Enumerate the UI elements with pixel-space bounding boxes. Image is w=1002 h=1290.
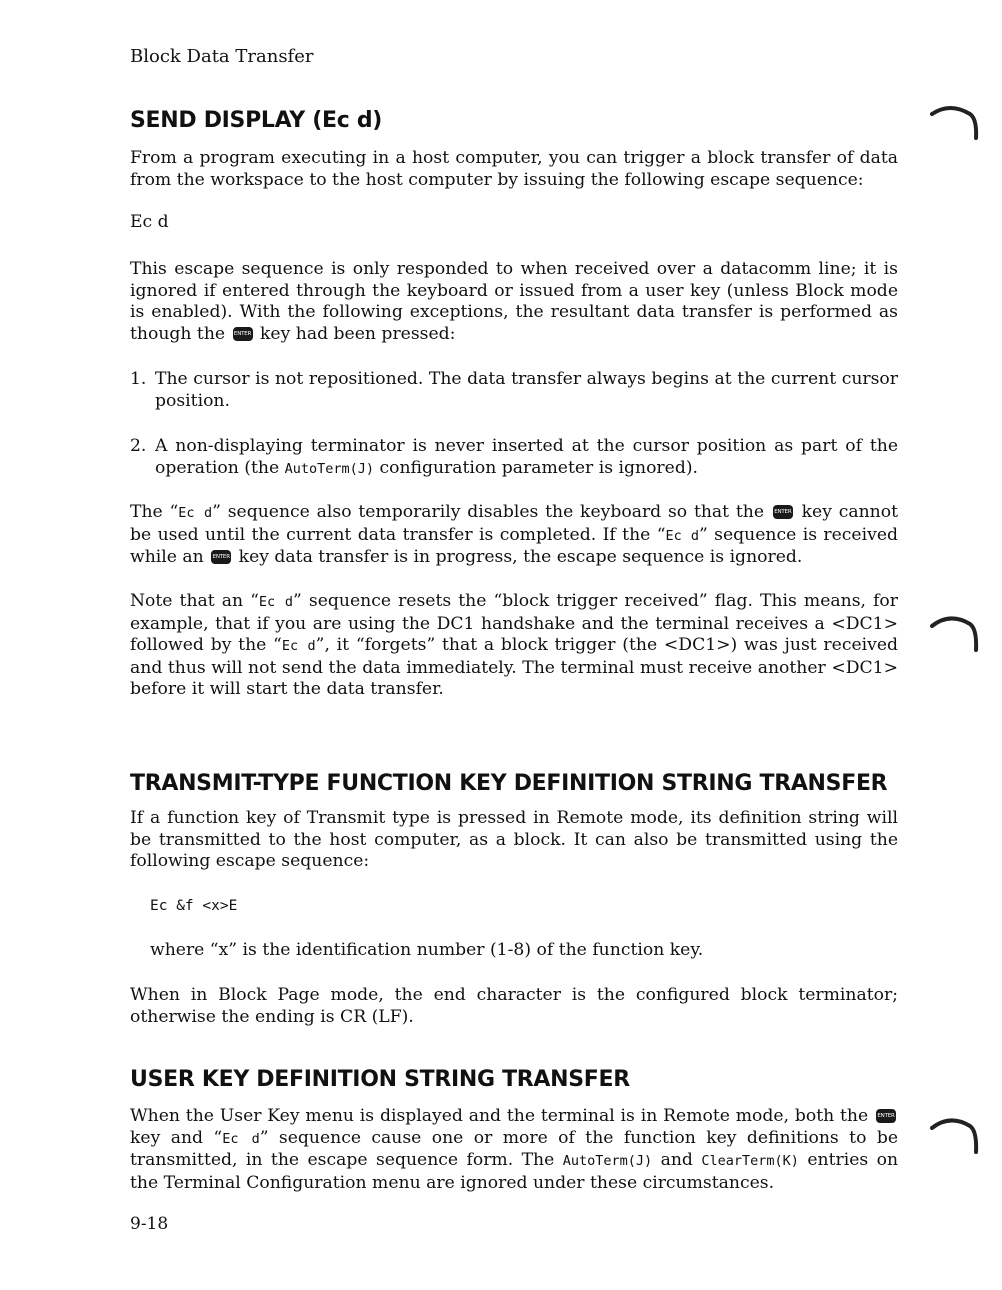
paragraph: If a function key of Transmit type is pressed in Remote mode, its definition string will be transmitted to the host computer, as a block. It can also be transmitted using the following escape sequence: — [130, 808, 898, 871]
paragraph: Note that an “Ec d” sequence resets the “block trigger received” flag. This means, for example, that if you are using the DC1 handshake and the terminal receives a <DC1> followed by the “Ec d”, it “forgets” that a block trigger (the <DC1>) was just received and thus will not send the data immediately. The terminal must receive another <DC1> before it will start the data transfer. — [130, 591, 898, 699]
list-item: 1. The cursor is not repositioned. The data transfer always begins at the current cursor position. — [130, 369, 898, 411]
paragraph: When the User Key menu is displayed and the terminal is in Remote mode, both the ENTER key and “Ec d” sequence cause one or more of the function key definitions to be transmitted, in the escape sequence form. The AutoTerm(J) and ClearTerm(K) entries on the Terminal Configuration menu are ignored under these circumstances. — [130, 1106, 899, 1193]
paragraph: The “Ec d” sequence also temporarily disables the keyboard so that the ENTER key cannot be used until the current data transfer is completed. If the “Ec d” sequence is received while an ENTER key data transfer is in progress, the escape sequence is ignored. — [130, 502, 899, 567]
paragraph: From a program executing in a host computer, you can trigger a block transfer of data from the workspace to the host computer by issuing the following escape sequence: — [130, 148, 898, 190]
enter-key-icon: ENTER — [211, 550, 231, 564]
running-head: Block Data Transfer — [130, 46, 314, 67]
paragraph: This escape sequence is only responded to when received over a datacomm line; it is ignored if entered through the keyboard or issued from a user key (unless Block mode is enabled). With the following exceptions, the resultant data transfer is performed as though the ENTER key had been pressed: — [130, 259, 898, 344]
section-heading-transmit-type: TRANSMIT-TYPE FUNCTION KEY DEFINITION STRING TRANSFER — [130, 771, 888, 796]
section-heading-user-key: USER KEY DEFINITION STRING TRANSFER — [130, 1067, 630, 1092]
section-heading-send-display: SEND DISPLAY (Ec d) — [130, 108, 383, 133]
paragraph: where “x” is the identification number (1-8) of the function key. — [150, 940, 704, 960]
page-number: 9-18 — [130, 1214, 169, 1234]
enter-key-icon: ENTER — [233, 327, 253, 341]
enter-key-icon: ENTER — [876, 1109, 896, 1123]
paragraph: When in Block Page mode, the end character is the configured block terminator; otherwise the ending is CR (LF). — [130, 985, 898, 1027]
list-item: 2. A non-displaying terminator is never inserted at the cursor position as part of the operation (the AutoTerm(J) configuration parameter is ignored). — [130, 436, 898, 478]
tab-mark-icon — [930, 1116, 980, 1156]
enter-key-icon: ENTER — [773, 505, 793, 519]
escape-sequence: Ec d — [130, 212, 169, 232]
tab-mark-icon — [930, 104, 980, 144]
escape-sequence: Ec &f <x>E — [150, 898, 238, 914]
tab-mark-icon — [930, 614, 980, 654]
